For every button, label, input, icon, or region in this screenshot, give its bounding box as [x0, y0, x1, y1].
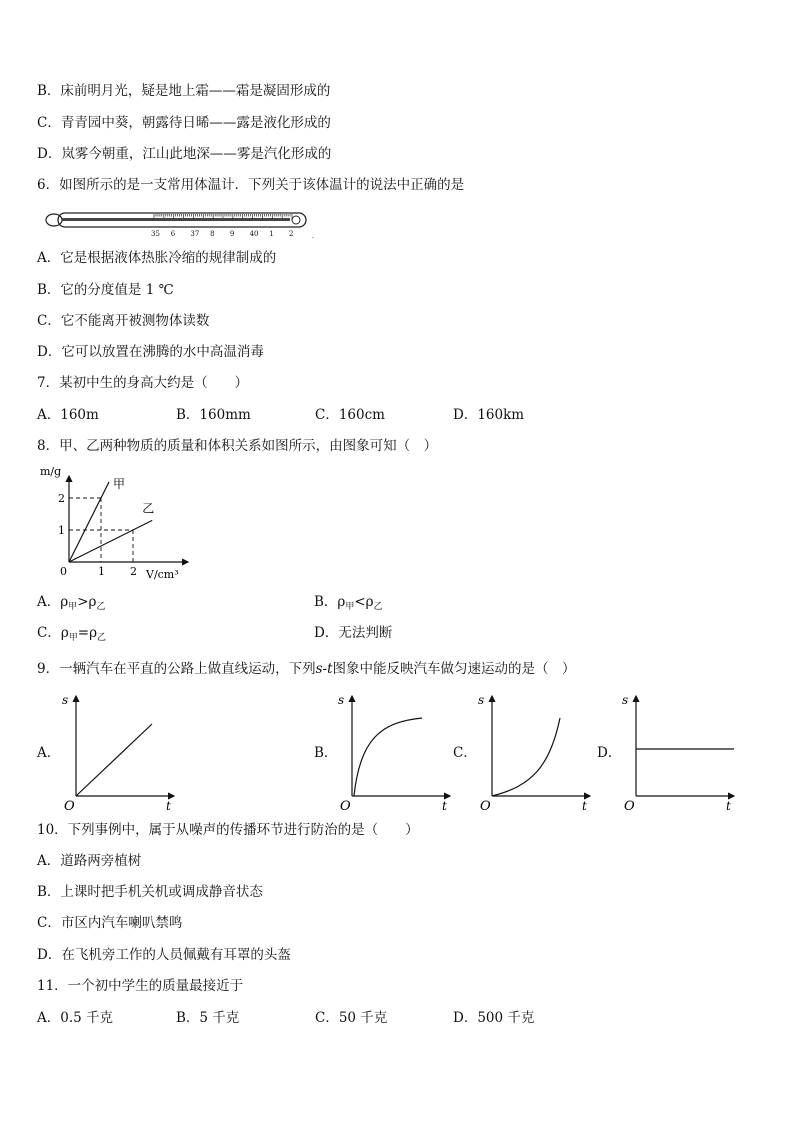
st-graph-a — [60, 690, 180, 812]
y-tick-label: 1 — [58, 524, 65, 537]
y-axis-label: s — [338, 693, 345, 707]
origin-label: O — [624, 799, 635, 812]
origin-label: 0 — [60, 565, 67, 578]
q9-option-c: C． — [453, 745, 477, 761]
q8-option-c: C．$\rho_甲=\rho_乙$ — [37, 625, 107, 643]
y-axis-label: s — [62, 693, 69, 707]
x-tick-label: 1 — [98, 565, 105, 578]
q8-option-b: B．$\rho_甲<\rho_乙$ — [314, 594, 383, 612]
series-line-yi — [69, 520, 152, 562]
thermometer-figure — [44, 208, 318, 242]
x-axis-label: t — [442, 799, 447, 812]
q11-option-d: D．500 千克 — [453, 1010, 535, 1026]
st-curve — [492, 718, 560, 796]
origin-label: O — [340, 799, 351, 812]
q11-option-a: A．0.5 千克 — [37, 1010, 114, 1026]
q10-stem: 10．下列事例中，属于从噪声的传播环节进行防治的是（ ） — [37, 822, 419, 838]
q7-option-b: B．160mm — [176, 407, 251, 423]
q11-option-b: B．5 千克 — [176, 1010, 240, 1026]
x-axis-label: t — [726, 799, 731, 812]
series-label: 乙 — [142, 501, 155, 516]
origin-label: O — [480, 799, 491, 812]
y-axis-label: m/g — [40, 465, 62, 478]
q11-stem: 11．一个初中学生的质量最接近于 — [37, 978, 244, 994]
x-axis-label: t — [166, 799, 171, 812]
thermometer-scale-label: 40 — [249, 230, 259, 238]
q7-option-d: D．160km — [453, 407, 525, 423]
x-axis-label: V/cm³ — [146, 568, 179, 581]
q8-stem: 8．甲、乙两种物质的质量和体积关系如图所示，由图象可知（ ） — [37, 438, 438, 454]
q7-option-a: A．160m — [37, 407, 99, 423]
q9-option-b: B． — [314, 745, 338, 761]
thermometer-scale-label: 35 — [151, 230, 160, 238]
q11-option-c: C．50 千克 — [315, 1010, 388, 1026]
q6-option-a: A．它是根据液体热胀冷缩的规律制成的 — [37, 250, 277, 266]
y-axis-label: s — [622, 693, 629, 707]
q10-option-d: D．在飞机旁工作的人员佩戴有耳罩的头盔 — [37, 947, 291, 963]
q7-option-c: C．160cm — [315, 407, 385, 423]
thermometer-scale-label: 6 — [170, 230, 176, 238]
thermometer-scale-label: 2 — [289, 230, 294, 238]
q10-option-b: B．上课时把手机关机或调成静音状态 — [37, 884, 263, 900]
svg-text:.: . — [312, 233, 314, 240]
q5-option-c: C．青青园中葵，朝露待日晞——露是液化形成的 — [37, 115, 331, 131]
q9-option-a: A． — [37, 745, 61, 761]
series-label: 甲 — [113, 477, 126, 491]
st-graph-b — [336, 690, 456, 812]
q6-option-c: C．它不能离开被测物体读数 — [37, 313, 210, 329]
q6-stem: 6．如图所示的是一支常用体温计．下列关于该体温计的说法中正确的是 — [37, 177, 465, 193]
q10-option-c: C．市区内汽车喇叭禁鸣 — [37, 915, 183, 931]
q9-stem: 9．一辆汽车在平直的公路上做直线运动，下列s-t图象中能反映汽车做匀速运动的是（ ） — [37, 661, 576, 677]
q10-option-a: A．道路两旁植树 — [37, 853, 142, 869]
series-line-jia — [69, 482, 109, 562]
thermometer-scale-label: 8 — [210, 230, 215, 238]
q5-option-b: B．床前明月光，疑是地上霜——霜是凝固形成的 — [37, 83, 331, 99]
q6-option-d: D．它可以放置在沸腾的水中高温消毒 — [37, 344, 264, 360]
thermometer-scale-label: 9 — [229, 230, 235, 238]
y-tick-label: 2 — [58, 492, 65, 505]
q6-option-b: B．它的分度值是 1 ℃ — [37, 282, 174, 298]
q9-option-d: D． — [597, 745, 622, 761]
thermometer-scale-label: 1 — [269, 230, 274, 238]
q8-option-d: D．无法判断 — [314, 625, 393, 641]
thermometer-scale-label: 37 — [190, 230, 200, 238]
q7-stem: 7．某初中生的身高大约是（ ） — [37, 375, 249, 391]
st-curve — [76, 724, 152, 796]
st-graph-d — [620, 690, 740, 812]
st-graph-c — [476, 690, 596, 812]
st-curve — [354, 718, 422, 796]
x-tick-label: 2 — [130, 565, 137, 578]
y-axis-label: s — [478, 693, 485, 707]
q8-option-a: A．$\rho_甲>\rho_乙$ — [37, 594, 106, 612]
x-axis-label: t — [582, 799, 587, 812]
origin-label: O — [64, 799, 75, 812]
mass-volume-chart — [36, 460, 196, 584]
q5-option-d: D．岚雾今朝重，江山此地深——雾是汽化形成的 — [37, 146, 332, 162]
